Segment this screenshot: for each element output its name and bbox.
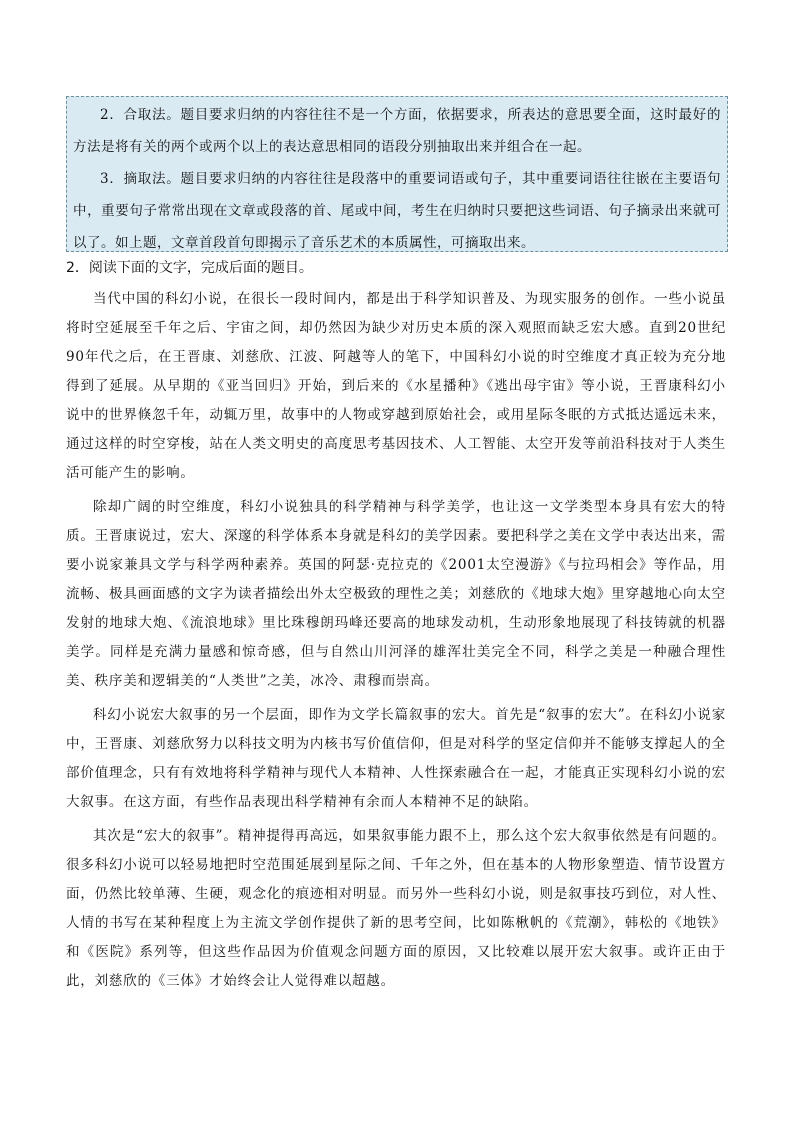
question-title: 2．阅读下面的文字，完成后面的题目。 bbox=[66, 260, 313, 276]
tip-paragraph-extract-method: 3．摘取法。题目要求归纳的内容往往是段落中的重要词语或句子，其中重要词语往往嵌在主要语句中，重要句子常常出现在文章或段落的首、尾或中间，考生在归纳时只要把这些词语、句子摘录出来就可以了。如上题，文章首段首句即揭示了音乐艺术的本质属性，可摘取出来。 bbox=[73, 171, 721, 251]
passage-paragraph-1: 当代中国的科幻小说，在很长一段时间内，都是出于科学知识普及、为现实服务的创作。一些小说虽将时空延展至千年之后、宇宙之间，却仍然因为缺少对历史本质的深入观照而缺乏宏大感。直到20世纪90年代之后，在王晋康、刘慈欣、江波、阿越等人的笔下，中国科幻小说的时空维度才真正较为充分地得到了延展。从早期的《亚当回归》开始，到后来的《水星播种》《逃出母宇宙》等小说，王晋康科幻小说中的世界倏忽千年，动辄万里，故事中的人物或穿越到原始社会，或用星际冬眠的方式抵达遥远未来，通过这样的时空穿梭，站在人类文明史的高度思考基因技术、人工智能、太空开发等前沿科技对于人类生活可能产生的影响。 bbox=[66, 291, 726, 481]
reading-passage bbox=[66, 285, 726, 1001]
passage-paragraph-4: 其次是“宏大的叙事”。精神提得再高远，如果叙事能力跟不上，那么这个宏大叙事依然是有问题的。很多科幻小说可以轻易地把时空范围延展到星际之间、千年之外，但在基本的人物形象塑造、情节设置方面，仍然比较单薄、生硬，观念化的痕迹相对明显。而另外一些科幻小说，则是叙事技巧到位，对人性、人情的书写在某种程度上为主流文学创作提供了新的思考空间，比如陈楸帆的《荒潮》，韩松的《地铁》和《医院》系列等，但这些作品因为价值观念问题方面的原因，又比较难以展开宏大叙事。或许正由于此，刘慈欣的《三体》才始终会让人觉得难以超越。 bbox=[66, 828, 726, 989]
tip-paragraph-combine-method: 2．合取法。题目要求归纳的内容往往不是一个方面，依据要求，所表达的意思要全面，这时最好的方法是将有关的两个或两个以上的表达意思相同的语段分别抽取出来并组合在一起。 bbox=[73, 107, 721, 155]
passage-paragraph-2: 除却广阔的时空维度，科幻小说独具的科学精神与科学美学，也让这一文学类型本身具有宏大的特质。王晋康说过，宏大、深邃的科学体系本身就是科幻的美学因素。要把科学之美在文学中表达出来，需要小说家兼具文学与科学两种素养。英国的阿瑟·克拉克的《2001太空漫游》《与拉玛相会》等作品，用流畅、极具画面感的文字为读者描绘出外太空极致的理性之美；刘慈欣的《地球大炮》里穿越地心向太空发射的地球大炮、《流浪地球》里比珠穆朗玛峰还要高的地球发动机，生动形象地展现了科技铸就的机器美学。同样是充满力量感和惊奇感，但与自然山川河泽的雄浑壮美完全不同，科学之美是一种融合理性美、秩序美和逻辑美的“人类世”之美，冰冷、肃穆而崇高。 bbox=[66, 499, 726, 689]
passage-paragraph-3: 科幻小说宏大叙事的另一个层面，即作为文学长篇叙事的宏大。首先是“叙事的宏大”。在科幻小说家中，王晋康、刘慈欣努力以科技文明为内核书写价值信仰，但是对科学的坚定信仰并不能够支撑起人的全部价值理念，只有有效地将科学精神与现代人本精神、人性探索融合在一起，才能真正实现科幻小说的宏大叙事。在这方面，有些作品表现出科学精神有余而人本精神不足的缺陷。 bbox=[66, 707, 726, 810]
method-tip-box bbox=[66, 96, 728, 252]
